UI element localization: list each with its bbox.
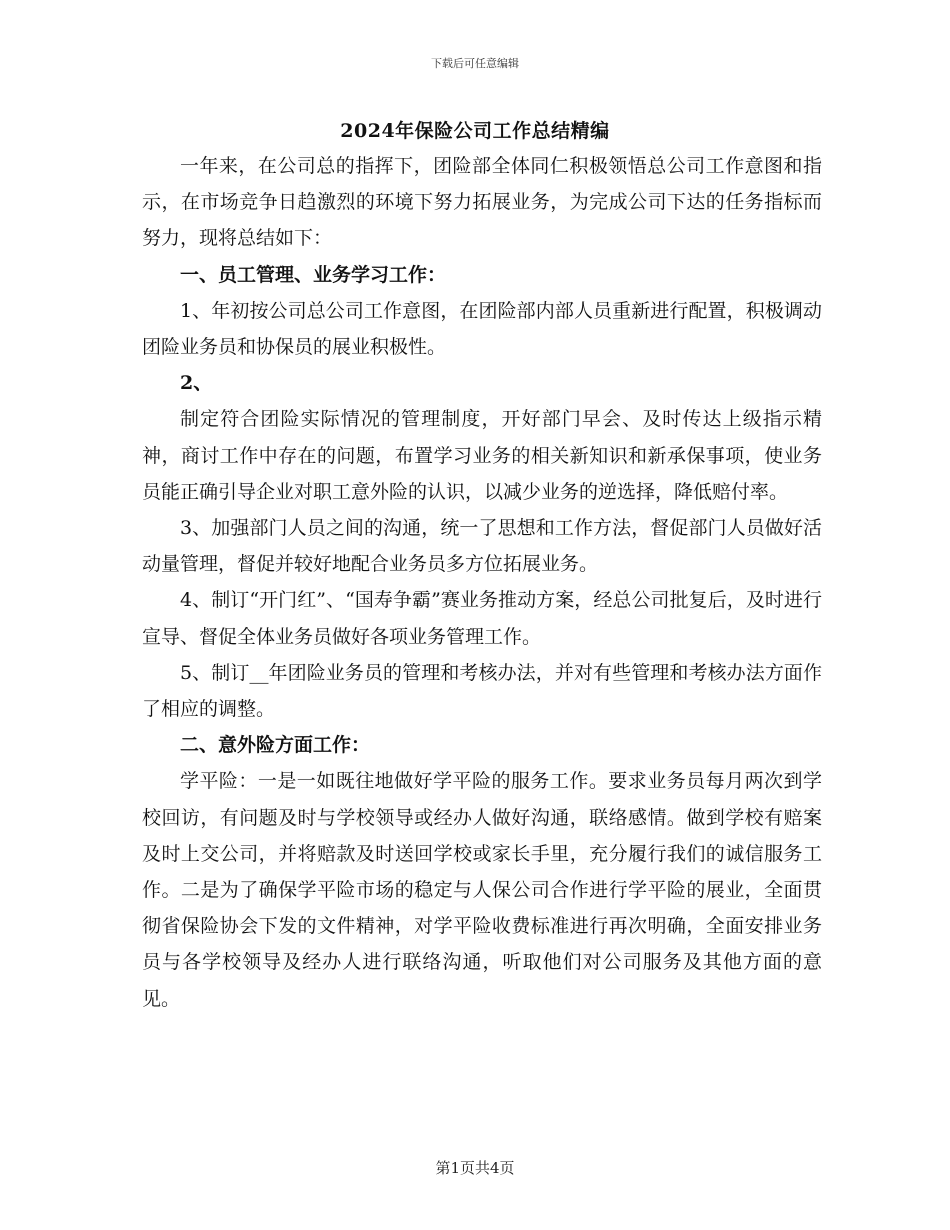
item-paragraph-4: 4、制订“开门红”、“国寿争霸”赛业务推动方案，经总公司批复后，及时进行宣导、督促全体业务员做好各项业务管理工作。 (142, 589, 822, 648)
header-note: 下载后可任意编辑 (431, 57, 519, 70)
item-paragraph-5: 5、制订__年团险业务员的管理和考核办法，并对有些管理和考核办法方面作了相应的调整。 (142, 661, 822, 721)
item-number-2: 2、 (180, 372, 213, 395)
student-insurance-paragraph: 学平险：一是一如既往地做好学平险的服务工作。要求业务员每月两次到学校回访，有问题及时与学校领导或经办人做好沟通，联络感情。做到学校有赔案及时上交公司，并将赔款及时送回学校或家长手里，充分履行我们的诚信服务工作。二是为了确保学平险市场的稳定与人保公司合作进行学平险的展业，全面贯彻省保险协会下发的文件精神，对学平险收费标准进行再次明确，全面安排业务员与各学校领导及经办人进行联络沟通，听取他们对公司服务及其他方面的意见。 (142, 770, 822, 1010)
intro-paragraph: 一年来，在公司总的指挥下，团险部全体同仁积极领悟总公司工作意图和指示，在市场竞争日趋激烈的环境下努力拓展业务，为完成公司下达的任务指标而努力，现将总结如下： (142, 155, 822, 250)
section-heading-staff-management: 一、员工管理、业务学习工作： (180, 263, 447, 286)
document-body (142, 148, 822, 1017)
page-number: 第1页共4页 (435, 1159, 515, 1177)
document-title: 2024年保险公司工作总结精编 (340, 120, 610, 142)
section-heading-accident-insurance: 二、意外险方面工作： (180, 734, 371, 757)
item-paragraph-1: 1、年初按公司总公司工作意图，在团险部内部人员重新进行配置，积极调动团险业务员和协保员的展业积极性。 (142, 299, 822, 359)
item-paragraph-3: 3、加强部门人员之间的沟通，统一了思想和工作方法，督促部门人员做好活动量管理，督促并较好地配合业务员多方位拓展业务。 (142, 517, 822, 576)
item-paragraph-2: 制定符合团险实际情况的管理制度，开好部门早会、及时传达上级指示精神，商讨工作中存在的问题，布置学习业务的相关新知识和新承保事项，使业务员能正确引导企业对职工意外险的认识，以减少业务的逆选择，降低赔付率。 (142, 408, 822, 503)
